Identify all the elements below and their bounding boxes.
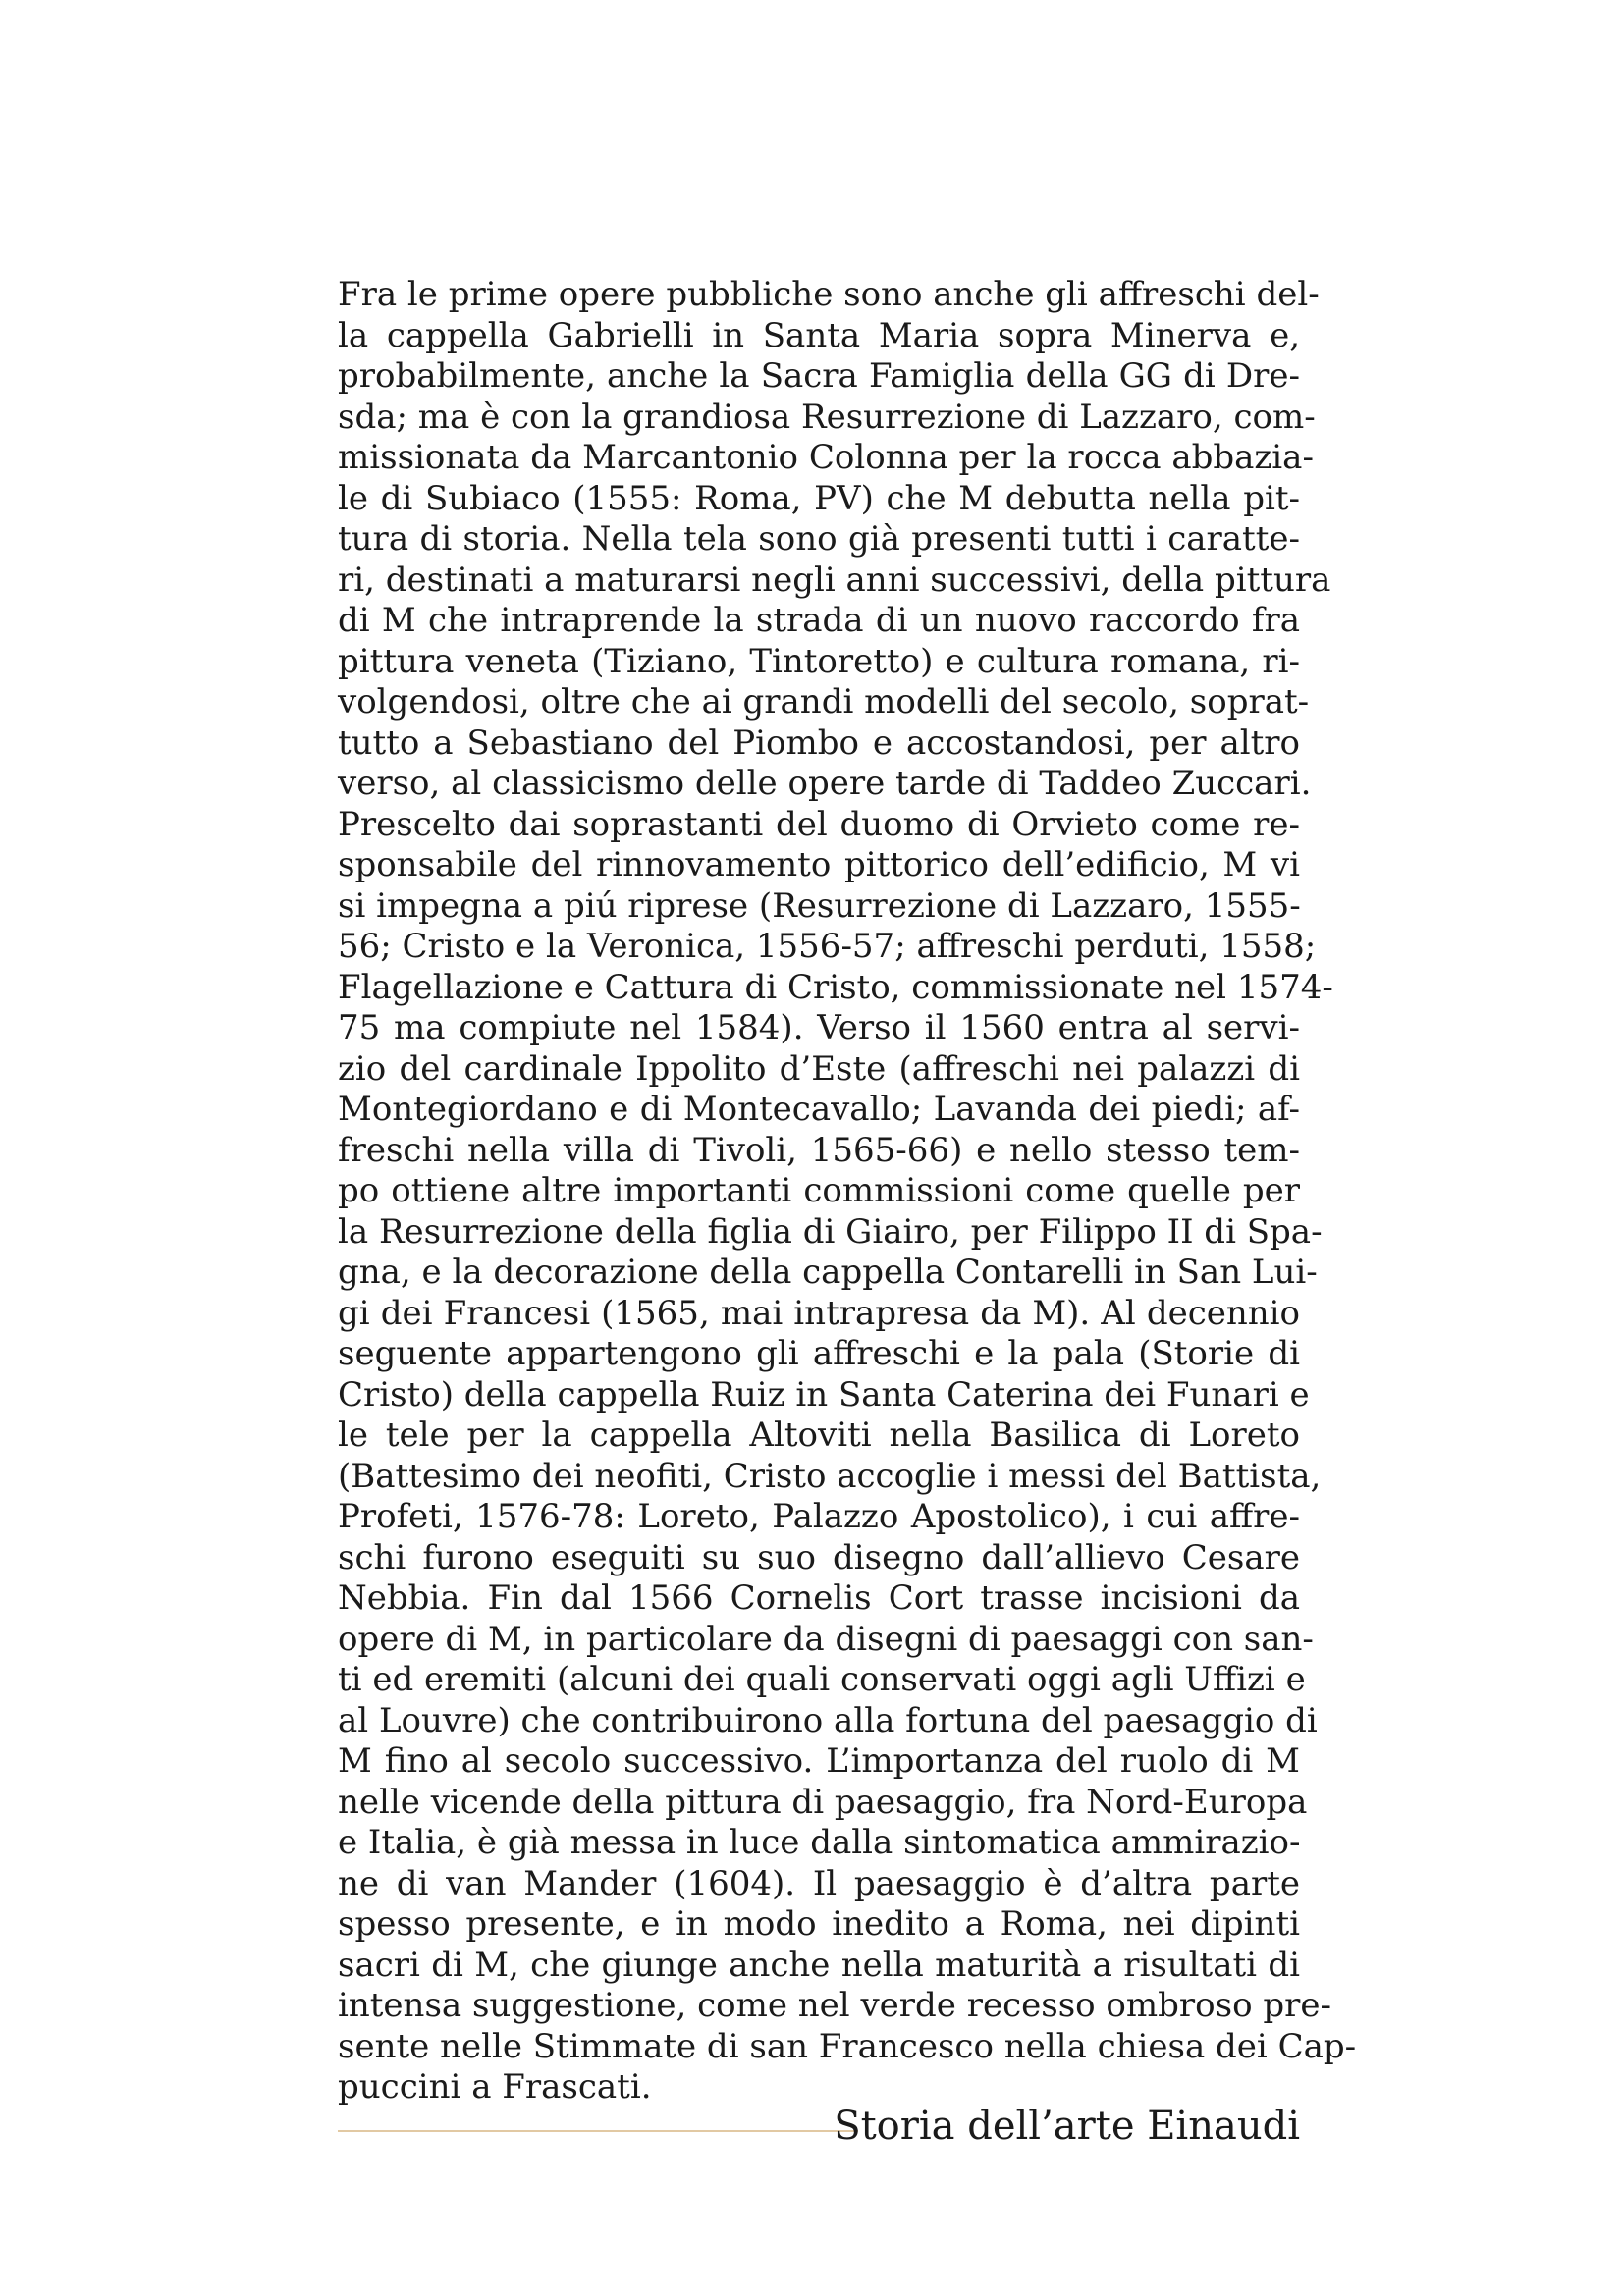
text-line: la cappella Gabrielli in Santa Maria sopra Minerva e,	[338, 315, 1300, 355]
text-line: sponsabile del rinnovamento pittorico dell’edificio, M vi	[338, 845, 1300, 884]
text-line: gna, e la decorazione della cappella Contarelli in San Lui-	[338, 1253, 1318, 1292]
footer-divider	[338, 2130, 858, 2132]
text-line: ti ed eremiti (alcuni dei quali conservati oggi agli Uffizi e	[338, 1660, 1306, 1699]
text-line: nelle vicende della pittura di paesaggio, fra Nord-Europa	[338, 1782, 1308, 1822]
text-line: le tele per la cappella Altoviti nella Basilica di Loreto	[338, 1415, 1300, 1455]
text-line: intensa suggestione, come nel verde recesso ombroso pre-	[338, 1986, 1331, 2025]
text-line: spesso presente, e in modo inedito a Roma, nei dipinti	[338, 1904, 1300, 1944]
text-line: 56; Cristo e la Veronica, 1556-57; affreschi perduti, 1558;	[338, 927, 1317, 966]
text-line: la Resurrezione della figlia di Giairo, per Filippo II di Spa-	[338, 1211, 1323, 1252]
text-line: le di Subiaco (1555: Roma, PV) che M debutta nella pit-	[338, 478, 1300, 518]
text-line: (Battesimo dei neofiti, Cristo accoglie i messi del Battista,	[338, 1456, 1322, 1496]
text-line: M fino al secolo successivo. L’importanza del ruolo di M	[338, 1741, 1300, 1781]
text-line: pittura veneta (Tiziano, Tintoretto) e cultura romana, ri-	[338, 641, 1300, 681]
body-text	[338, 275, 1357, 2109]
text-line: freschi nella villa di Tivoli, 1565-66) e nello stesso tem-	[338, 1130, 1300, 1170]
text-line: al Louvre) che contribuirono alla fortuna del paesaggio di	[338, 1700, 1318, 1740]
text-line: missionata da Marcantonio Colonna per la rocca abbazia-	[338, 438, 1314, 477]
text-line: seguente appartengono gli affreschi e la pala (Storie di	[338, 1334, 1300, 1373]
page-footer	[338, 2099, 1300, 2158]
text-line: ri, destinati a maturarsi negli anni successivi, della pittura	[338, 560, 1331, 600]
text-line: si impegna a piú riprese (Resurrezione di Lazzaro, 1555-	[338, 885, 1301, 926]
text-line: opere di M, in particolare da disegni di paesaggi con san-	[338, 1619, 1314, 1659]
text-line: Flagellazione e Cattura di Cristo, commissionate nel 1574-	[338, 967, 1333, 1007]
text-line: e Italia, è già messa in luce dalla sintomatica ammirazio-	[338, 1823, 1301, 1862]
text-line: zio del cardinale Ippolito d’Este (affreschi nei palazzi di	[338, 1048, 1300, 1089]
text-line: sda; ma è con la grandiosa Resurrezione di Lazzaro, com-	[338, 397, 1316, 437]
text-line: tura di storia. Nella tela sono già presenti tutti i caratte-	[338, 519, 1300, 559]
text-line: ne di van Mander (1604). Il paesaggio è d’altra parte	[338, 1863, 1300, 1903]
text-line: sacri di M, che giunge anche nella maturità a risultati di	[338, 1945, 1300, 1985]
text-line: di M che intraprende la strada di un nuovo raccordo fra	[338, 601, 1300, 640]
text-line: probabilmente, anche la Sacra Famiglia della GG di Dre-	[338, 356, 1300, 396]
text-line: Profeti, 1576-78: Loreto, Palazzo Apostolico), i cui affre-	[338, 1497, 1300, 1536]
text-line: Cristo) della cappella Ruiz in Santa Caterina dei Funari e	[338, 1374, 1310, 1415]
text-line: sente nelle Stimmate di san Francesco nella chiesa dei Cap-	[338, 2026, 1357, 2066]
text-line: po ottiene altre importanti commissioni come quelle per	[338, 1171, 1300, 1210]
text-line: Nebbia. Fin dal 1566 Cornelis Cort trasse incisioni da	[338, 1578, 1300, 1618]
text-line: gi dei Francesi (1565, mai intrapresa da M). Al decennio	[338, 1293, 1300, 1333]
text-line: Prescelto dai soprastanti del duomo di Orvieto come re-	[338, 804, 1300, 844]
text-line: schi furono eseguiti su suo disegno dall’allievo Cesare	[338, 1537, 1300, 1577]
text-line: 75 ma compiute nel 1584). Verso il 1560 entra al servi-	[338, 1008, 1300, 1047]
footer-title: Storia dell’arte Einaudi	[834, 2104, 1300, 2149]
text-line: volgendosi, oltre che ai grandi modelli del secolo, soprat-	[338, 682, 1310, 721]
text-line: Montegiordano e di Montecavallo; Lavanda dei piedi; af-	[338, 1090, 1300, 1129]
text-line: Fra le prime opere pubbliche sono anche gli affreschi del-	[338, 275, 1320, 314]
text-line: puccini a Frascati.	[338, 2067, 652, 2107]
text-line: verso, al classicismo delle opere tarde di Taddeo Zuccari.	[338, 764, 1312, 803]
text-line: tutto a Sebastiano del Piombo e accostandosi, per altro	[338, 722, 1300, 763]
